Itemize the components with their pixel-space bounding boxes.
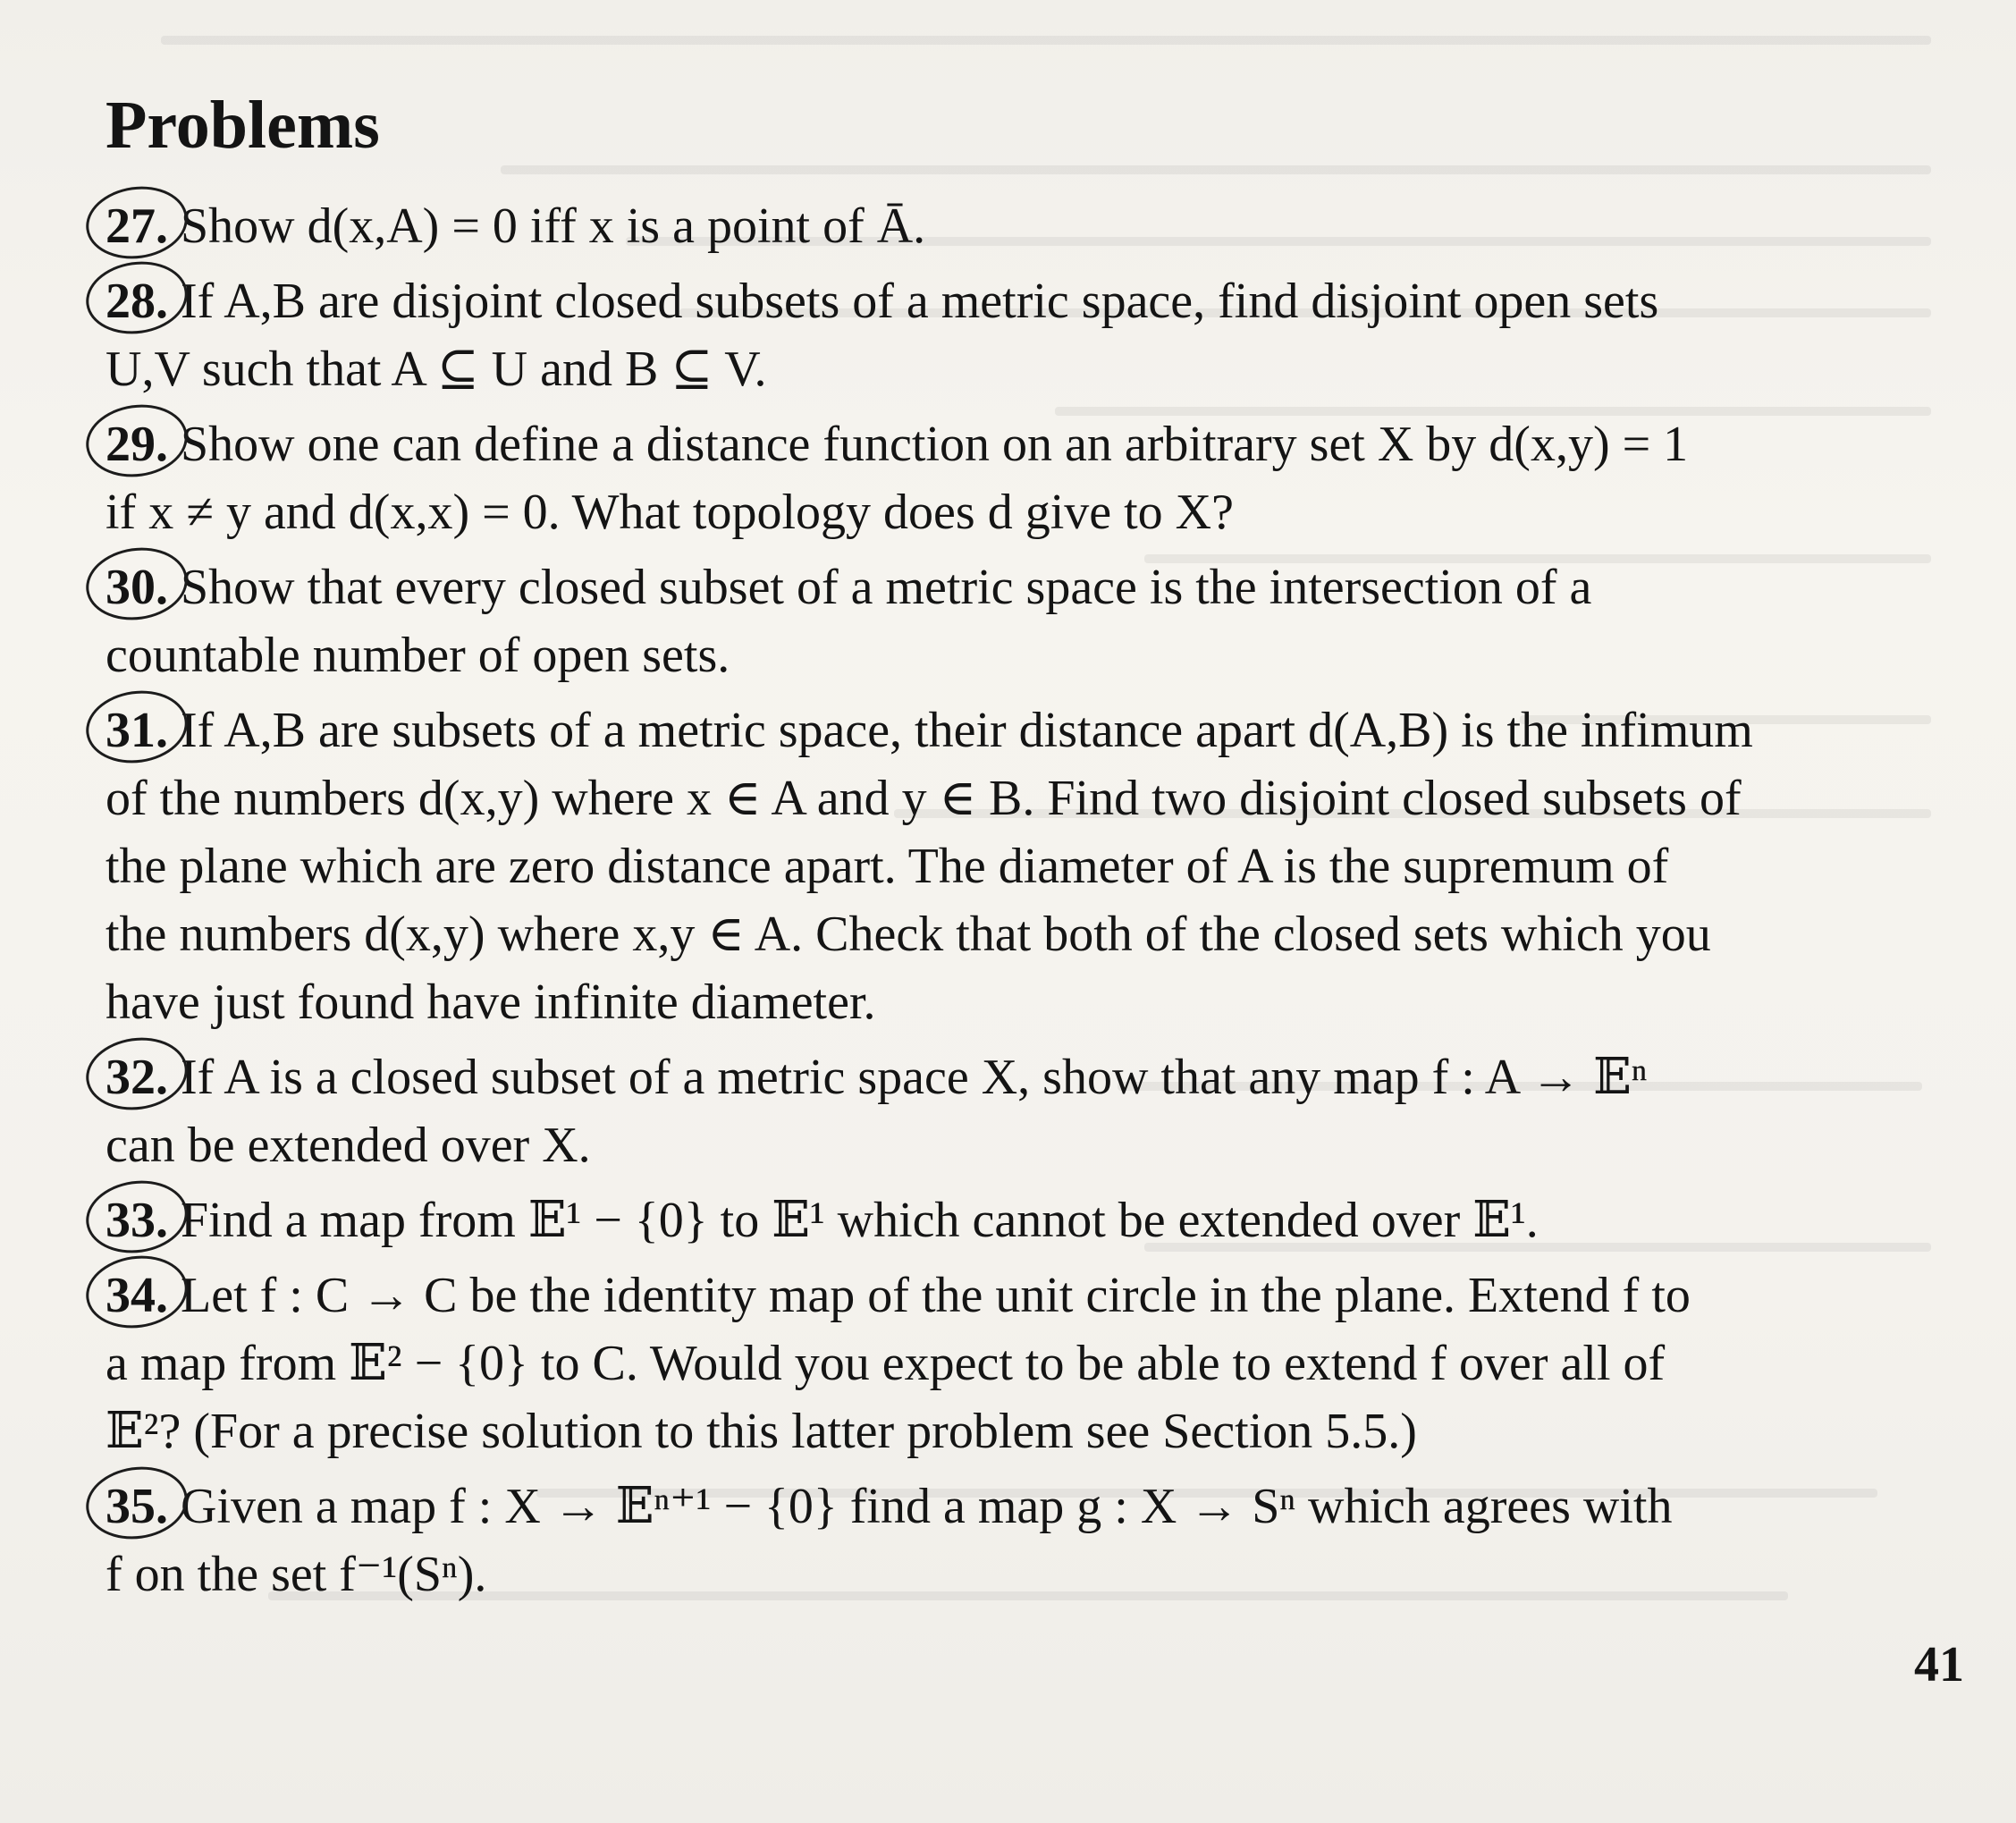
problem-32 <box>105 1043 1920 1179</box>
problem-text-line: countable number of open sets. <box>105 628 730 683</box>
problem-33 <box>105 1186 1920 1254</box>
problem-number: 31. <box>105 696 168 764</box>
problem-text-line: Show one can define a distance function on an arbitrary set X by d(x,y) = 1 <box>181 417 1689 472</box>
problem-text-line: U,V such that A ⊆ U and B ⊆ V. <box>105 342 767 397</box>
problem-text-line: Find a map from 𝔼¹ − {0} to 𝔼¹ which cannot be extended over 𝔼¹. <box>181 1193 1539 1248</box>
pen-circle-mark <box>81 541 192 626</box>
problem-text-line: Show that every closed subset of a metric space is the intersection of a <box>181 560 1592 615</box>
problem-35 <box>105 1473 1920 1608</box>
problem-text-line: a map from 𝔼² − {0} to C. Would you expect to be able to extend f over all of <box>105 1336 1666 1391</box>
problem-number: 33. <box>105 1186 168 1254</box>
problem-text-line: Show d(x,A) = 0 iff x is a point of Ā. <box>181 198 926 254</box>
pen-circle-mark <box>81 180 192 265</box>
problem-number: 34. <box>105 1262 168 1329</box>
problem-text-line: f on the set f⁻¹(Sⁿ). <box>105 1547 487 1602</box>
problem-text-line: If A is a closed subset of a metric space X, show that any map f : A → 𝔼ⁿ <box>181 1050 1648 1105</box>
problem-text-line: the plane which are zero distance apart. The diameter of A is the supremum of <box>105 839 1669 894</box>
pen-circle-mark <box>81 1174 192 1259</box>
pen-circle-mark <box>81 255 192 340</box>
problem-text-line: have just found have infinite diameter. <box>105 975 876 1030</box>
page-number: 41 <box>1914 1637 1964 1692</box>
problem-text-line: the numbers d(x,y) where x,y ∈ A. Check that both of the closed sets which you <box>105 907 1711 962</box>
problem-29 <box>105 410 1920 546</box>
section-heading: Problems <box>105 88 380 163</box>
problem-28 <box>105 267 1920 403</box>
problem-text-line: if x ≠ y and d(x,x) = 0. What topology does d give to X? <box>105 485 1234 540</box>
pen-circle-mark <box>81 684 192 769</box>
problem-text-line: If A,B are disjoint closed subsets of a metric space, find disjoint open sets <box>181 274 1659 329</box>
problem-text-line: Given a map f : X → 𝔼ⁿ⁺¹ − {0} find a map g : X → Sⁿ which agrees with <box>181 1479 1673 1534</box>
problem-number: 27. <box>105 192 168 260</box>
problem-number: 32. <box>105 1043 168 1111</box>
problem-number: 30. <box>105 553 168 621</box>
problem-27 <box>105 192 1920 260</box>
problem-text-line: can be extended over X. <box>105 1118 591 1173</box>
pen-circle-mark <box>81 1031 192 1116</box>
problem-34 <box>105 1262 1920 1465</box>
problem-number: 35. <box>105 1473 168 1540</box>
pen-circle-mark <box>81 1460 192 1545</box>
problem-number: 29. <box>105 410 168 478</box>
pen-circle-mark <box>81 1249 192 1334</box>
pen-circle-mark <box>81 398 192 483</box>
problem-text-line: Let f : C → C be the identity map of the unit circle in the plane. Extend f to <box>181 1268 1691 1323</box>
problem-text-line: of the numbers d(x,y) where x ∈ A and y ∈ B. Find two disjoint closed subsets of <box>105 771 1742 826</box>
problem-text-line: If A,B are subsets of a metric space, their distance apart d(A,B) is the infimum <box>181 703 1753 758</box>
problems-section <box>105 85 1947 1616</box>
problem-text-line: 𝔼²? (For a precise solution to this latter problem see Section 5.5.) <box>105 1404 1417 1459</box>
problem-30 <box>105 553 1920 689</box>
problem-number: 28. <box>105 267 168 335</box>
problem-31 <box>105 696 1920 1036</box>
